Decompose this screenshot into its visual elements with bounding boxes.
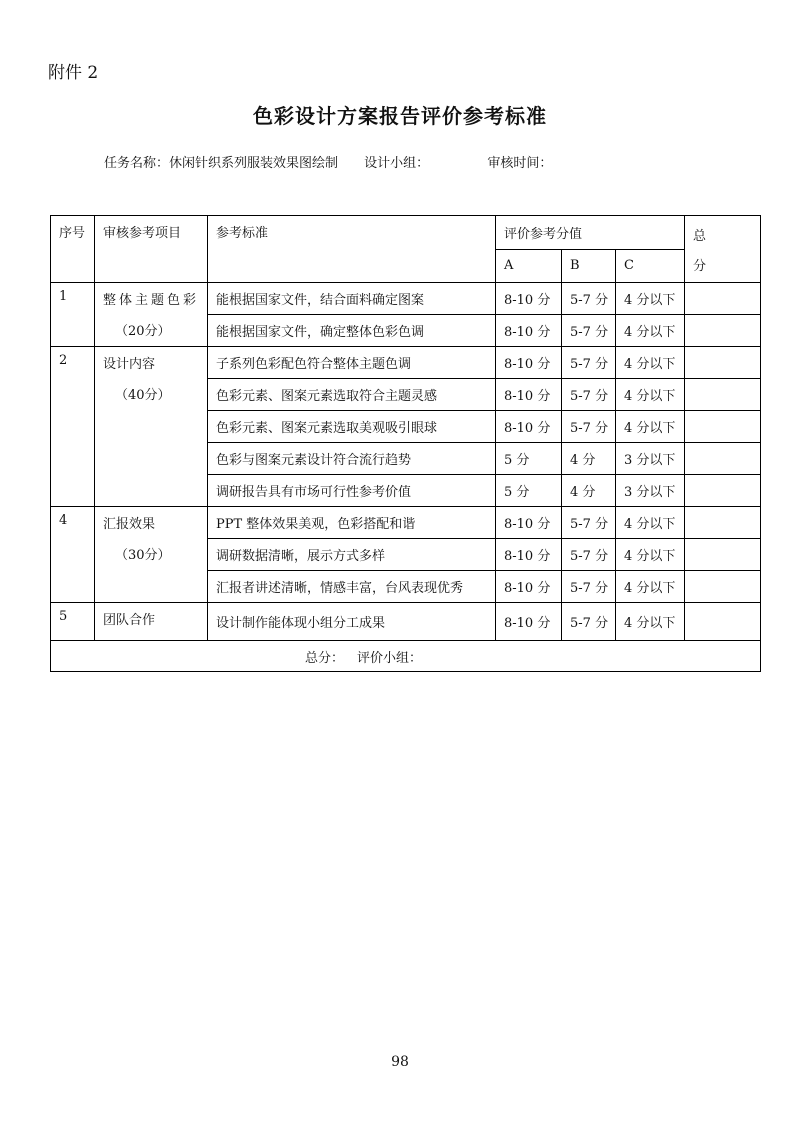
section-num: 4 [51,507,95,603]
header-standard: 参考标准 [208,216,496,283]
table-row [51,347,761,379]
total-score: 总分： [305,650,345,666]
score-a-cell: 8-10 分 [496,315,562,347]
header-c: C [616,249,685,283]
section-points: （20分） [115,324,171,339]
section-num: 1 [51,283,95,347]
score-c-cell: 4 分以下 [616,315,685,347]
section-points: （30分） [115,548,171,563]
header-total [685,216,761,283]
section-item [95,347,208,507]
standard-cell: 色彩元素、图案元素选取美观吸引眼球 [208,411,496,443]
score-b-cell: 5-7 分 [562,539,616,571]
standard-cell: 汇报者讲述清晰，情感丰富，台风表现优秀 [208,571,496,603]
score-b-cell: 5-7 分 [562,507,616,539]
score-c-cell: 4 分以下 [616,507,685,539]
score-a-cell: 8-10 分 [496,539,562,571]
score-b-cell: 5-7 分 [562,315,616,347]
header-a: A [496,249,562,283]
footer-row [51,641,761,672]
total-cell [685,475,761,507]
standard-cell: 调研数据清晰，展示方式多样 [208,539,496,571]
total-cell [685,539,761,571]
score-a-cell: 8-10 分 [496,379,562,411]
score-b-cell: 5-7 分 [562,411,616,443]
score-a-cell: 8-10 分 [496,347,562,379]
table-row [51,283,761,315]
section-points: （40分） [115,388,171,403]
header-item: 审核参考项目 [95,216,208,283]
header-total-1: 总 [693,229,707,244]
score-a-cell: 8-10 分 [496,411,562,443]
total-cell [685,347,761,379]
score-c-cell: 4 分以下 [616,347,685,379]
table-row [51,507,761,539]
task-name: 任务名称：休闲针织系列服装效果图绘制 [104,156,339,171]
standard-cell: PPT 整体效果美观，色彩搭配和谐 [208,507,496,539]
total-cell [685,507,761,539]
section-item [95,283,208,347]
section-item-label: 整体主题色彩 [103,293,200,308]
page-number: 98 [391,1054,409,1070]
header-b: B [562,249,616,283]
section-item-label: 团队合作 [103,613,156,628]
standard-cell: 能根据国家文件，确定整体色彩色调 [208,315,496,347]
header-total-2: 分 [693,259,707,274]
header-num: 序号 [51,216,95,283]
total-cell [685,283,761,315]
score-b-cell: 4 分 [562,443,616,475]
score-b-cell: 5-7 分 [562,347,616,379]
total-cell [685,411,761,443]
review-time: 审核时间： [487,156,553,171]
score-c-cell: 3 分以下 [616,475,685,507]
total-cell [685,379,761,411]
standard-cell: 色彩与图案元素设计符合流行趋势 [208,443,496,475]
score-c-cell: 3 分以下 [616,443,685,475]
standard-cell: 调研报告具有市场可行性参考价值 [208,475,496,507]
standard-cell: 子系列色彩配色符合整体主题色调 [208,347,496,379]
score-c-cell: 4 分以下 [616,539,685,571]
section-item-label: 汇报效果 [103,517,156,532]
standard-cell: 色彩元素、图案元素选取符合主题灵感 [208,379,496,411]
score-b-cell: 4 分 [562,475,616,507]
header-score: 评价参考分值 [496,216,685,250]
standard-cell: 设计制作能体现小组分工成果 [208,603,496,641]
score-b-cell: 5-7 分 [562,379,616,411]
evaluation-table [50,215,761,672]
score-b-cell: 5-7 分 [562,603,616,641]
score-a-cell: 8-10 分 [496,603,562,641]
score-c-cell: 4 分以下 [616,411,685,443]
info-line [104,152,552,171]
score-a-cell: 8-10 分 [496,571,562,603]
score-a-cell: 5 分 [496,475,562,507]
document-title: 色彩设计方案报告评价参考标准 [253,104,547,128]
design-group: 设计小组： [364,156,430,171]
total-cell [685,443,761,475]
section-item-label: 设计内容 [103,357,156,372]
score-a-cell: 8-10 分 [496,507,562,539]
score-a-cell: 5 分 [496,443,562,475]
score-b-cell: 5-7 分 [562,283,616,315]
score-a-cell: 8-10 分 [496,283,562,315]
total-cell [685,603,761,641]
score-c-cell: 4 分以下 [616,379,685,411]
section-item [95,603,208,641]
evaluation-group: 评价小组： [357,650,423,666]
total-cell [685,315,761,347]
section-num: 5 [51,603,95,641]
score-b-cell: 5-7 分 [562,571,616,603]
score-c-cell: 4 分以下 [616,283,685,315]
section-num: 2 [51,347,95,507]
standard-cell: 能根据国家文件，结合面料确定图案 [208,283,496,315]
total-cell [685,571,761,603]
section-item [95,507,208,603]
score-c-cell: 4 分以下 [616,603,685,641]
attachment-label: 附件 2 [48,63,99,83]
score-c-cell: 4 分以下 [616,571,685,603]
table-row [51,603,761,641]
footer-cell [51,641,761,672]
